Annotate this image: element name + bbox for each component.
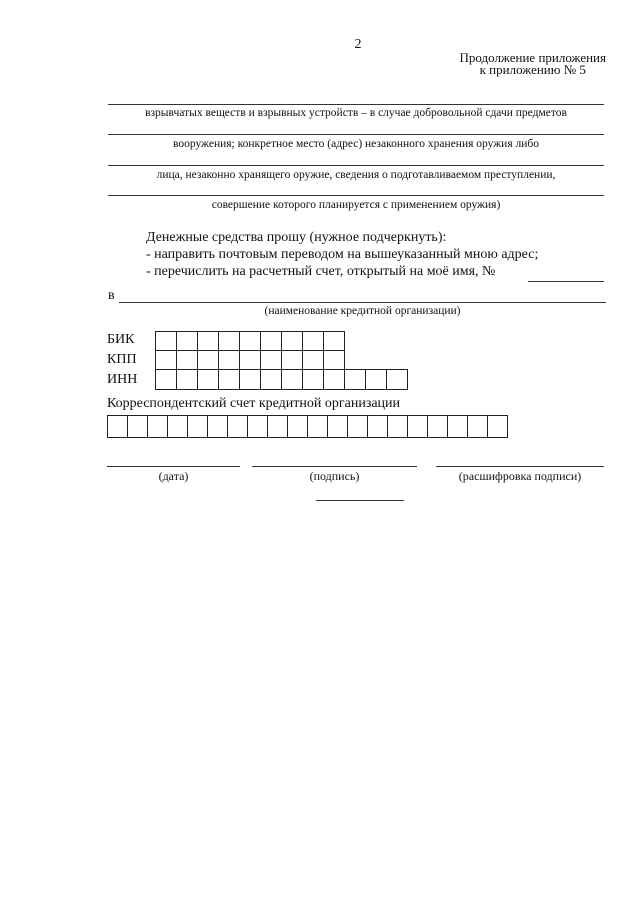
bik-label: БИК: [107, 332, 135, 347]
digit-cell[interactable]: [176, 331, 198, 351]
digit-cell[interactable]: [347, 415, 368, 438]
transcript-blank: [436, 466, 604, 467]
digit-cell[interactable]: [197, 350, 219, 370]
bank-prefix: в: [108, 288, 115, 303]
closing-divider: [316, 500, 404, 501]
digit-cell[interactable]: [239, 350, 261, 370]
digit-cell[interactable]: [344, 369, 366, 390]
date-blank: [107, 466, 240, 467]
blank-line-1: [108, 104, 604, 105]
digit-cell[interactable]: [147, 415, 168, 438]
digit-cell[interactable]: [176, 350, 198, 370]
digit-cell[interactable]: [155, 369, 177, 390]
digit-cell[interactable]: [323, 369, 345, 390]
digit-cell[interactable]: [427, 415, 448, 438]
digit-cell[interactable]: [323, 331, 345, 351]
continuation-line-4: совершение которого планируется с применением оружия): [211, 199, 501, 211]
digit-cell[interactable]: [155, 331, 177, 351]
digit-cell[interactable]: [367, 415, 388, 438]
digit-cell[interactable]: [260, 350, 282, 370]
digit-cell[interactable]: [281, 331, 303, 351]
appendix-header: [459, 52, 606, 76]
digit-cell[interactable]: [167, 415, 188, 438]
digit-cell[interactable]: [155, 350, 177, 370]
digit-cell[interactable]: [281, 369, 303, 390]
digit-cell[interactable]: [447, 415, 468, 438]
digit-cell[interactable]: [107, 415, 128, 438]
bank-name-caption: (наименование кредитной организации): [264, 305, 461, 317]
kpp-cells[interactable]: [155, 350, 345, 370]
digit-cell[interactable]: [467, 415, 488, 438]
digit-cell[interactable]: [127, 415, 148, 438]
kpp-label: КПП: [107, 352, 137, 367]
digit-cell[interactable]: [281, 350, 303, 370]
digit-cell[interactable]: [197, 331, 219, 351]
payment-intro: Денежные средства прошу (нужное подчеркнуть):: [146, 230, 447, 245]
digit-cell[interactable]: [323, 350, 345, 370]
signature-blank: [252, 466, 417, 467]
digit-cell[interactable]: [239, 331, 261, 351]
digit-cell[interactable]: [386, 369, 408, 390]
payment-option-account: - перечислить на расчетный счет, открытый на моё имя, №: [146, 264, 496, 279]
page-number: 2: [354, 37, 362, 52]
digit-cell[interactable]: [302, 369, 324, 390]
digit-cell[interactable]: [247, 415, 268, 438]
digit-cell[interactable]: [487, 415, 508, 438]
continuation-line-3: лица, незаконно хранящего оружие, сведения о подготавливаемом преступлении,: [156, 169, 556, 181]
digit-cell[interactable]: [176, 369, 198, 390]
payment-option-postal: - направить почтовым переводом на вышеуказанный мною адрес;: [146, 247, 539, 262]
inn-label: ИНН: [107, 372, 138, 387]
digit-cell[interactable]: [239, 369, 261, 390]
digit-cell[interactable]: [218, 350, 240, 370]
digit-cell[interactable]: [307, 415, 328, 438]
account-number-blank: [528, 281, 604, 282]
appendix-header-line-2: к приложению № 5: [479, 62, 586, 77]
digit-cell[interactable]: [287, 415, 308, 438]
digit-cell[interactable]: [218, 369, 240, 390]
blank-line-2: [108, 134, 604, 135]
digit-cell[interactable]: [387, 415, 408, 438]
digit-cell[interactable]: [267, 415, 288, 438]
continuation-line-1: взрывчатых веществ и взрывных устройств – в случае добровольной сдачи предметов: [145, 107, 567, 119]
bank-name-blank: [119, 302, 606, 303]
digit-cell[interactable]: [302, 350, 324, 370]
transcript-caption: (расшифровка подписи): [458, 469, 582, 483]
corr-account-label: Корреспондентский счет кредитной организации: [107, 396, 401, 411]
bik-cells[interactable]: [155, 331, 345, 351]
appendix-header-line-1: Продолжение приложения: [459, 50, 606, 65]
digit-cell[interactable]: [302, 331, 324, 351]
inn-cells[interactable]: [155, 369, 408, 390]
digit-cell[interactable]: [218, 331, 240, 351]
continuation-line-2: вооружения; конкретное место (адрес) незаконного хранения оружия либо: [173, 138, 539, 150]
corr-account-cells[interactable]: [107, 415, 508, 438]
digit-cell[interactable]: [365, 369, 387, 390]
digit-cell[interactable]: [407, 415, 428, 438]
signature-caption: (подпись): [309, 469, 360, 483]
digit-cell[interactable]: [197, 369, 219, 390]
digit-cell[interactable]: [187, 415, 208, 438]
blank-line-3: [108, 165, 604, 166]
digit-cell[interactable]: [327, 415, 348, 438]
digit-cell[interactable]: [260, 369, 282, 390]
blank-line-4: [108, 195, 604, 196]
digit-cell[interactable]: [260, 331, 282, 351]
date-caption: (дата): [158, 469, 189, 483]
digit-cell[interactable]: [227, 415, 248, 438]
digit-cell[interactable]: [207, 415, 228, 438]
